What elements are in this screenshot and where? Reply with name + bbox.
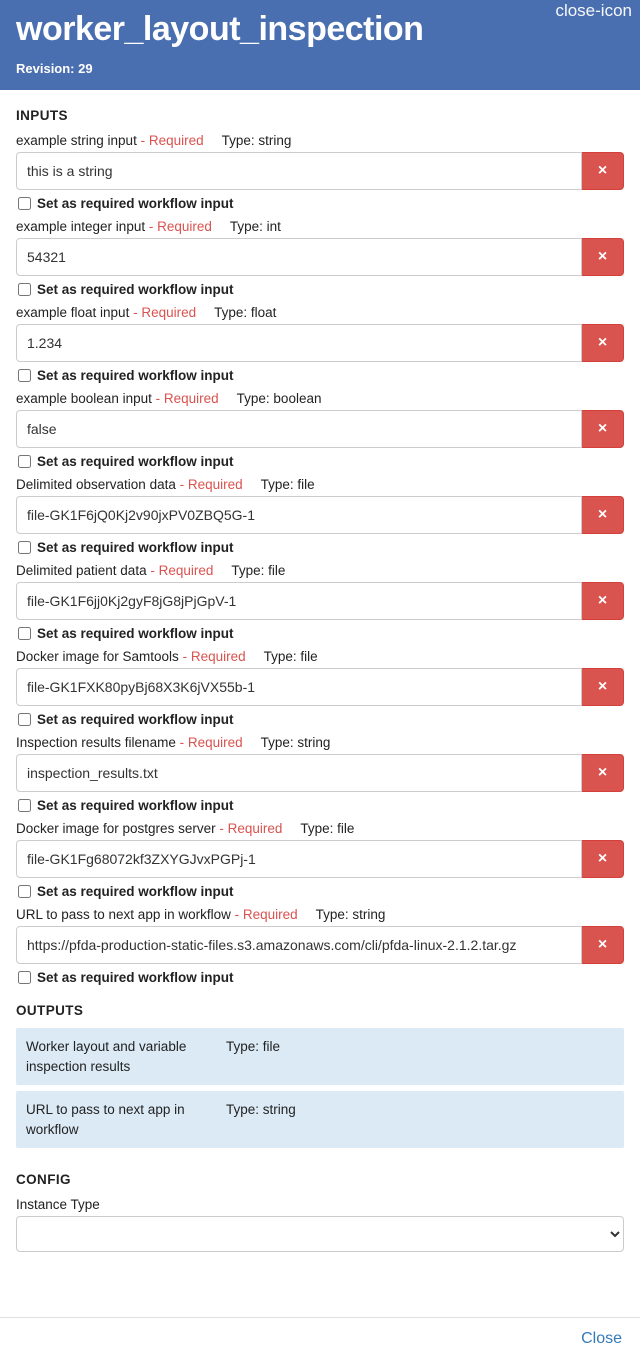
- input-label-text: URL to pass to next app in workflow: [16, 907, 231, 923]
- output-item: [16, 1091, 624, 1148]
- output-name: Worker layout and variable inspection results: [26, 1039, 187, 1074]
- input-field-group: [16, 477, 624, 555]
- input-type-label: Type: int: [229, 219, 281, 235]
- input-type-label: Type: file: [263, 649, 318, 665]
- required-marker: - Required: [148, 219, 212, 235]
- required-workflow-checkbox-row[interactable]: [16, 454, 624, 469]
- input-label-text: example boolean input: [16, 391, 152, 407]
- clear-input-button[interactable]: ×: [582, 324, 624, 362]
- input-field-group: [16, 907, 624, 985]
- input-label-text: example float input: [16, 305, 130, 321]
- required-workflow-checkbox-label: Set as required workflow input: [37, 368, 234, 384]
- required-workflow-checkbox[interactable]: [18, 799, 31, 812]
- output-item: [16, 1028, 624, 1085]
- input-field-group: [16, 735, 624, 813]
- input-label-text: Inspection results filename: [16, 735, 176, 751]
- clear-input-button[interactable]: ×: [582, 410, 624, 448]
- input-label: [16, 219, 624, 234]
- input-row: [16, 410, 624, 448]
- required-workflow-checkbox-label: Set as required workflow input: [37, 626, 234, 642]
- required-workflow-checkbox-label: Set as required workflow input: [37, 884, 234, 900]
- required-workflow-checkbox-row[interactable]: [16, 798, 624, 813]
- required-workflow-checkbox[interactable]: [18, 713, 31, 726]
- input-row: [16, 754, 624, 792]
- revision-label: Revision: 29: [16, 61, 93, 77]
- input-row: [16, 152, 624, 190]
- clear-input-button[interactable]: ×: [582, 926, 624, 964]
- modal-body: [0, 90, 640, 1317]
- clear-input-button[interactable]: ×: [582, 152, 624, 190]
- required-workflow-checkbox-label: Set as required workflow input: [37, 282, 234, 298]
- input-label-text: Delimited observation data: [16, 477, 176, 493]
- modal-footer: [0, 1317, 640, 1360]
- clear-input-button[interactable]: ×: [582, 840, 624, 878]
- output-name: URL to pass to next app in workflow: [26, 1102, 185, 1137]
- input-label-text: example integer input: [16, 219, 146, 235]
- output-type: Type: string: [226, 1102, 296, 1118]
- required-workflow-checkbox[interactable]: [18, 971, 31, 984]
- input-label: [16, 133, 624, 148]
- required-workflow-checkbox-row[interactable]: [16, 970, 624, 985]
- input-row: [16, 238, 624, 276]
- input-value-field[interactable]: [16, 840, 582, 878]
- input-field-group: [16, 563, 624, 641]
- input-label-text: Docker image for Samtools: [16, 649, 179, 665]
- input-label: [16, 305, 624, 320]
- input-value-field[interactable]: [16, 926, 582, 964]
- output-type: Type: file: [226, 1039, 281, 1055]
- input-type-label: Type: string: [315, 907, 386, 923]
- required-workflow-checkbox-label: Set as required workflow input: [37, 454, 234, 470]
- input-value-field[interactable]: [16, 238, 582, 276]
- input-label: [16, 477, 624, 492]
- required-workflow-checkbox-row[interactable]: [16, 626, 624, 641]
- input-value-field[interactable]: [16, 324, 582, 362]
- required-workflow-checkbox[interactable]: [18, 541, 31, 554]
- required-marker: - Required: [155, 391, 219, 407]
- input-field-group: [16, 219, 624, 297]
- close-icon[interactable]: close-icon: [555, 1, 632, 20]
- input-field-group: [16, 305, 624, 383]
- input-type-label: Type: string: [221, 133, 292, 149]
- config-section-title: CONFIG: [16, 1172, 71, 1188]
- required-marker: - Required: [133, 305, 197, 321]
- required-workflow-checkbox-label: Set as required workflow input: [37, 540, 234, 556]
- required-workflow-checkbox-label: Set as required workflow input: [37, 970, 234, 986]
- input-type-label: Type: string: [260, 735, 331, 751]
- input-type-label: Type: boolean: [236, 391, 322, 407]
- required-marker: - Required: [140, 133, 204, 149]
- input-field-group: [16, 391, 624, 469]
- required-workflow-checkbox[interactable]: [18, 627, 31, 640]
- required-workflow-checkbox[interactable]: [18, 283, 31, 296]
- outputs-section-title: OUTPUTS: [16, 1003, 84, 1019]
- required-marker: - Required: [234, 907, 298, 923]
- input-value-field[interactable]: [16, 410, 582, 448]
- required-workflow-checkbox-row[interactable]: [16, 196, 624, 211]
- input-label: [16, 649, 624, 664]
- required-workflow-checkbox[interactable]: [18, 369, 31, 382]
- required-workflow-checkbox-row[interactable]: [16, 282, 624, 297]
- input-row: [16, 668, 624, 706]
- required-marker: - Required: [179, 735, 243, 751]
- input-type-label: Type: file: [300, 821, 355, 837]
- input-label-text: Delimited patient data: [16, 563, 147, 579]
- clear-input-button[interactable]: ×: [582, 668, 624, 706]
- input-type-label: Type: file: [260, 477, 315, 493]
- input-label: [16, 735, 624, 750]
- clear-input-button[interactable]: ×: [582, 582, 624, 620]
- required-workflow-checkbox-row[interactable]: [16, 884, 624, 899]
- page-title: worker_layout_inspection: [16, 10, 424, 48]
- input-label: [16, 563, 624, 578]
- input-label: [16, 907, 624, 922]
- input-type-label: Type: float: [214, 305, 277, 321]
- instance-type-label: Instance Type: [16, 1197, 100, 1213]
- input-field-group: [16, 133, 624, 211]
- clear-input-button[interactable]: ×: [582, 238, 624, 276]
- close-button[interactable]: Close: [581, 1330, 622, 1347]
- required-workflow-checkbox[interactable]: [18, 455, 31, 468]
- required-workflow-checkbox[interactable]: [18, 197, 31, 210]
- input-value-field[interactable]: [16, 496, 582, 534]
- input-label-text: example string input: [16, 133, 137, 149]
- clear-input-button[interactable]: ×: [582, 496, 624, 534]
- modal-header: [0, 0, 640, 90]
- required-marker: - Required: [150, 563, 214, 579]
- input-row: [16, 324, 624, 362]
- instance-type-select-wrap: [16, 1216, 624, 1252]
- required-workflow-checkbox-row[interactable]: [16, 712, 624, 727]
- input-value-field[interactable]: [16, 668, 582, 706]
- input-field-group: [16, 821, 624, 899]
- input-label: [16, 391, 624, 406]
- required-marker: - Required: [219, 821, 283, 837]
- input-row: [16, 840, 624, 878]
- input-value-field[interactable]: [16, 152, 582, 190]
- required-workflow-checkbox-label: Set as required workflow input: [37, 196, 234, 212]
- inputs-section-title: INPUTS: [16, 108, 68, 124]
- required-workflow-checkbox-label: Set as required workflow input: [37, 798, 234, 814]
- input-row: [16, 496, 624, 534]
- inputs-list: [16, 133, 624, 985]
- required-workflow-checkbox-row[interactable]: [16, 540, 624, 555]
- input-row: [16, 926, 624, 964]
- input-field-group: [16, 649, 624, 727]
- required-marker: - Required: [182, 649, 246, 665]
- required-workflow-checkbox[interactable]: [18, 885, 31, 898]
- input-value-field[interactable]: [16, 582, 582, 620]
- required-workflow-checkbox-row[interactable]: [16, 368, 624, 383]
- clear-input-button[interactable]: ×: [582, 754, 624, 792]
- input-type-label: Type: file: [231, 563, 286, 579]
- input-label-text: Docker image for postgres server: [16, 821, 216, 837]
- required-workflow-checkbox-label: Set as required workflow input: [37, 712, 234, 728]
- instance-type-select[interactable]: [16, 1216, 624, 1252]
- outputs-list: [16, 1028, 624, 1148]
- input-value-field[interactable]: [16, 754, 582, 792]
- input-row: [16, 582, 624, 620]
- input-label: [16, 821, 624, 836]
- required-marker: - Required: [179, 477, 243, 493]
